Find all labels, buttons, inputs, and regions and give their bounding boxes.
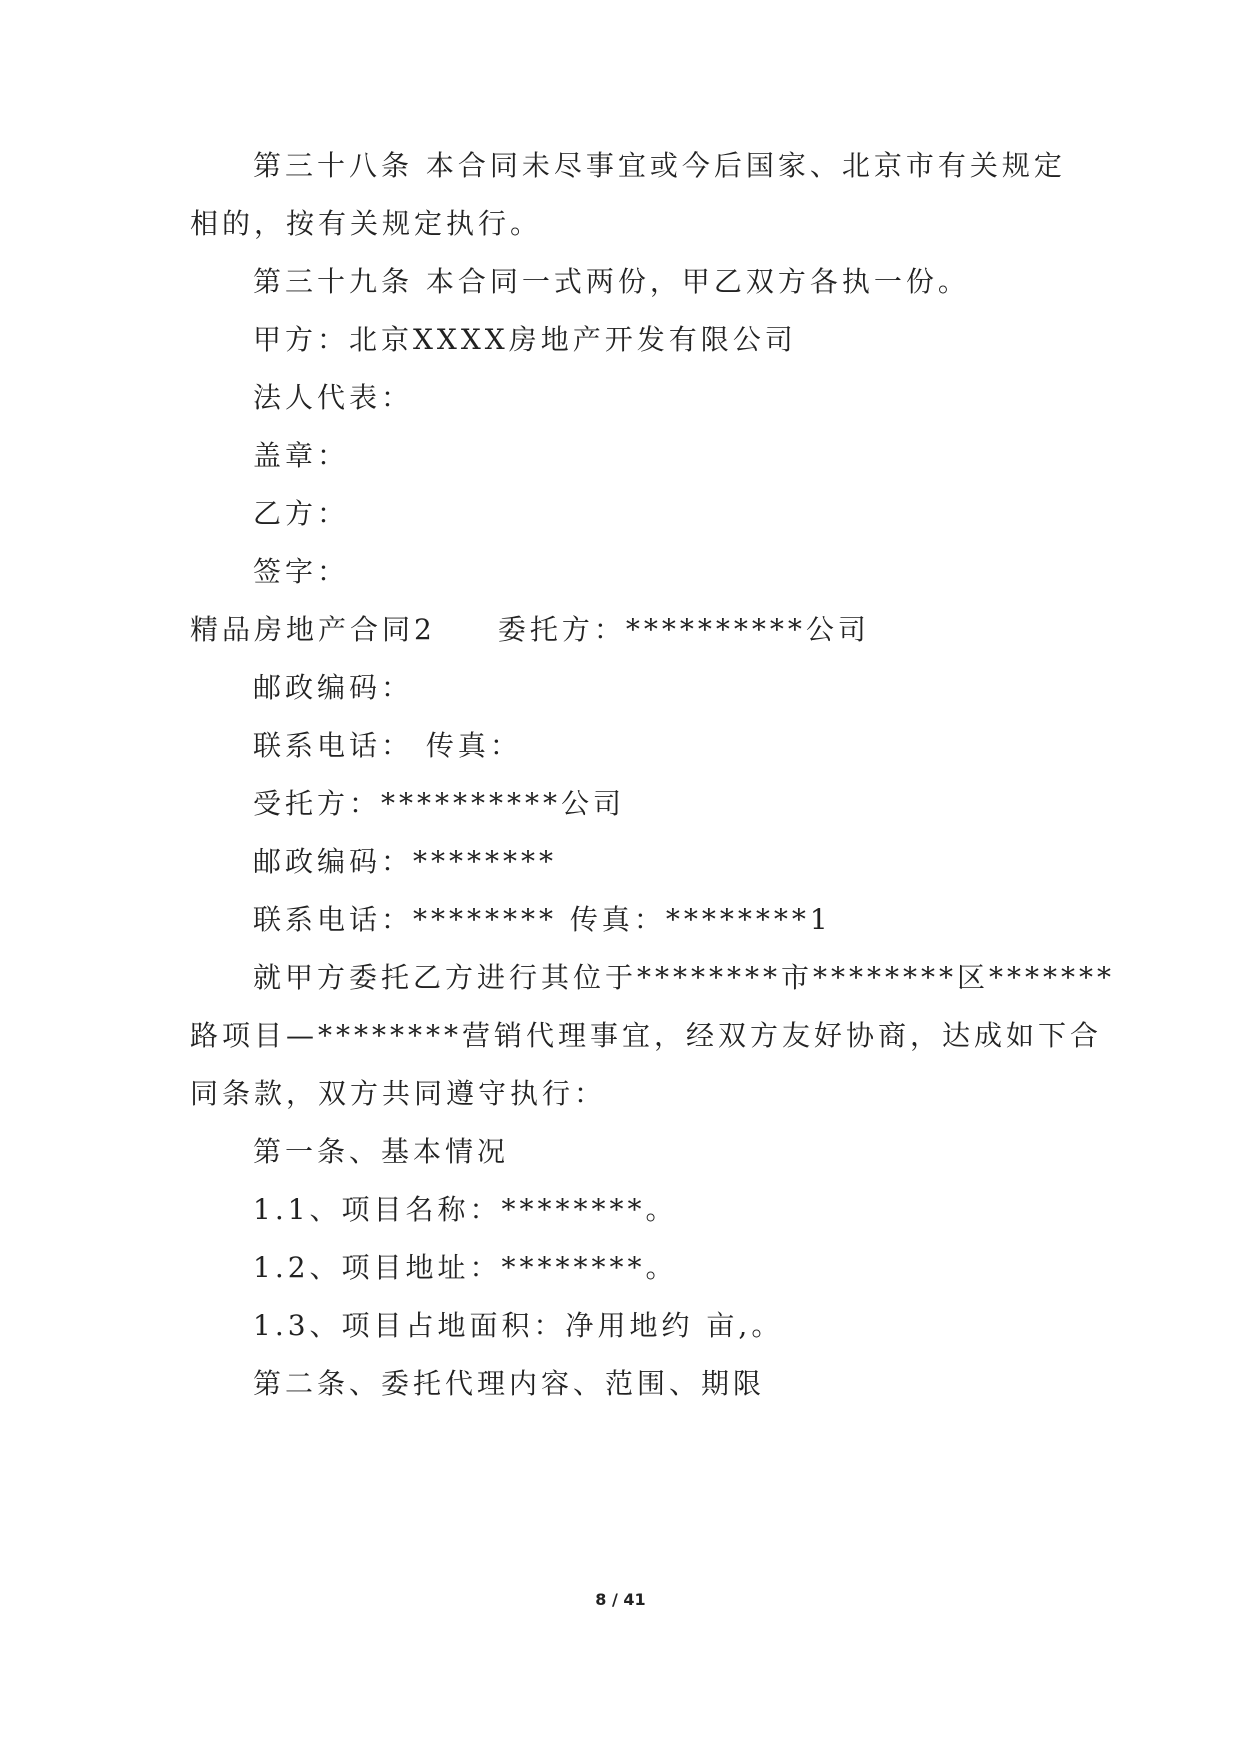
legal-representative-line: 法人代表：	[253, 381, 414, 414]
client-postal-code-line: 邮政编码：	[253, 671, 414, 704]
intro-paragraph-line-1: 就甲方委托乙方进行其位于********市********区*******	[253, 961, 1116, 994]
article-38-continuation: 相的，按有关规定执行。	[190, 207, 543, 240]
seal-line: 盖章：	[253, 439, 350, 472]
intro-paragraph-line-3: 同条款，双方共同遵守执行：	[190, 1077, 607, 1110]
page-number: 8 / 41	[595, 1590, 646, 1609]
article-2-heading: 第二条、委托代理内容、范围、期限	[253, 1367, 766, 1400]
article-39-text: 第三十九条 本合同一式两份，甲乙双方各执一份。	[253, 265, 970, 298]
signature-line: 签字：	[253, 555, 350, 588]
item-1-3-project-area: 1.3、项目占地面积：净用地约 亩,。	[253, 1309, 784, 1342]
client-phone-fax-line: 联系电话： 传真：	[253, 729, 522, 762]
trustee-postal-code-line: 邮政编码：********	[253, 845, 558, 878]
section-title: 精品房地产合同2	[190, 613, 436, 646]
trustee-phone-fax-line: 联系电话：******** 传真：********1	[253, 903, 832, 936]
item-1-1-project-name: 1.1、项目名称：********。	[253, 1193, 678, 1226]
item-1-2-project-address: 1.2、项目地址：********。	[253, 1251, 678, 1284]
client-line: 委托方：**********公司	[497, 613, 870, 646]
trustee-line: 受托方：**********公司	[253, 787, 626, 820]
section-heading-row	[190, 610, 870, 650]
intro-paragraph-line-2: 路项目—********营销代理事宜，经双方友好协商，达成如下合	[190, 1019, 1103, 1052]
article-38-text: 第三十八条 本合同未尽事宜或今后国家、北京市有关规定	[253, 149, 1066, 182]
party-a-line: 甲方：北京XXXX房地产开发有限公司	[253, 323, 797, 356]
party-b-line: 乙方：	[253, 497, 350, 530]
article-1-heading: 第一条、基本情况	[253, 1135, 510, 1168]
